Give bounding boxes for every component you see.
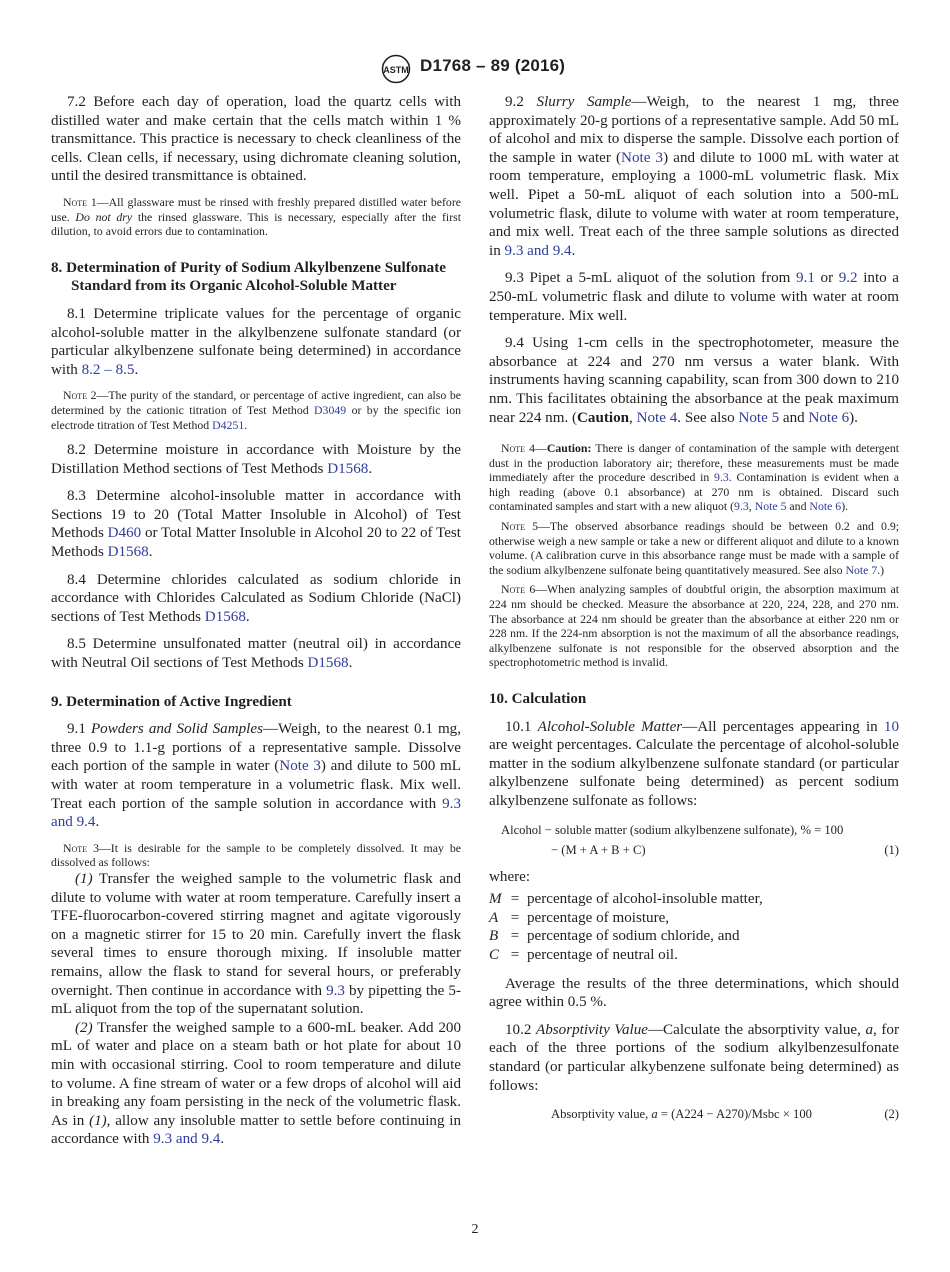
equals-sign: = <box>510 946 520 963</box>
para-10-1: 10.1 Alcohol-Soluble Matter—All percentages appearing in 10 are weight percentages. Calculate the percentage of alcohol-soluble matter in the sodium alkylbenzene sulfonate standard (or particular alkylbenzene sulfonate being determined) as percent sodium alkylbenzene sulfonate as follows: <box>489 718 900 809</box>
equation-2-number: (2) <box>884 1107 899 1122</box>
link-d1568[interactable]: D1568 <box>327 460 369 477</box>
note-3: Note 3—It is desirable for the sample to be completely dissolved. It may be dissolved as follows: <box>51 840 461 870</box>
link-9-3-9-4[interactable]: 9.3 and 9.4 <box>51 795 461 831</box>
equation-2-body: = (A224 − A270)/Msbc × 100 <box>657 1107 812 1122</box>
link-section-10[interactable]: 10 <box>883 718 900 735</box>
link-9-3[interactable]: 9.3 <box>734 499 749 514</box>
note-1: Note 1—All glassware must be rinsed with freshly prepared distilled water before use. Do not dry the rinsed glassware. This is necessary, especially after the first dilution, to avoid errors due to contamination. <box>51 194 462 239</box>
link-9-3-9-4[interactable]: 9.3 and 9.4 <box>504 242 572 259</box>
section-8-heading: 8. Determination of Purity of Sodium Alkylbenzene Sulfonate Standard from its Organic Alcohol-Soluble Matter <box>51 259 446 295</box>
link-8-2-8-5[interactable]: 8.2 – 8.5 <box>81 361 135 378</box>
link-d3049[interactable]: D3049 <box>314 402 347 417</box>
equation-1-number: (1) <box>884 842 899 857</box>
para-7-2: 7.2 Before each day of operation, load the quartz cells with distilled water and make certain that the cells match within 1 % transmittance. This practice is necessary to check cleanliness of the cells. Clean cells, if necessary, using dichromate cleaning solution, until the desired transmittance is obtained. <box>51 94 461 185</box>
standard-designation: D1768 – 89 (2016) <box>420 56 566 75</box>
definition-symbol: M <box>489 891 502 908</box>
right-column <box>489 93 899 1128</box>
definition-row <box>489 946 899 965</box>
variable-definitions <box>489 890 899 964</box>
definition-symbol: B <box>489 928 499 945</box>
link-9-1[interactable]: 9.1 <box>796 270 815 287</box>
para-9-4: 9.4 Using 1-cm cells in the spectrophotometer, measure the absorbance at 224 and 270 nm versus a water blank. With instruments having scanning capability, scan from 300 down to 210 nm. This facilitates obtaining the absorbance at the peak maximum near 224 nm. (Caution, Note 4. See also Note 5 and Note 6). <box>489 335 899 426</box>
page-header <box>0 54 950 84</box>
para-average: Average the results of the three determinations, which should agree within 0.5 %. <box>489 975 899 1011</box>
equation-1 <box>489 820 899 860</box>
link-d1568[interactable]: D1568 <box>204 608 246 625</box>
definition-row <box>489 927 899 946</box>
definition-row <box>489 909 899 928</box>
note-6: Note 6—When analyzing samples of doubtful origin, the absorption maximum at 224 nm should be checked. Measure the absorbance at 220, 224, 228, and 270 nm. The absorbance at 224 nm should be greater than the absorbance at either 220 nm or 228 nm. If the 224-nm absorption is not the maximum of all the absorbance readings, alkylbenzene sulfonate is not responsible for the observed absorption and the spectrophotometric method is invalid. <box>489 582 900 670</box>
link-9-3-9-4[interactable]: 9.3 and 9.4 <box>153 1131 221 1148</box>
para-8-1: 8.1 Determine triplicate values for the percentage of organic alcohol-soluble matter in the alkylbenzene sulfonate standard (or particular alkylbenzene sulfonate being determined) in accordance with 8.2 – 8.5. <box>51 305 461 378</box>
definition-symbol: A <box>489 909 499 926</box>
para-8-2: 8.2 Determine moisture in accordance with Moisture by the Distillation Method sections of Test Methods D1568. <box>51 442 461 477</box>
link-9-3[interactable]: 9.3 <box>714 470 729 485</box>
definition-text: percentage of alcohol-insoluble matter, <box>527 891 763 908</box>
equals-sign: = <box>510 891 520 908</box>
para-9-1: 9.1 Powders and Solid Samples—Weigh, to the nearest 0.1 mg, three 0.9 to 1.1-g portions of a representative sample. Dissolve each portion of the sample in water (Note 3) and dilute to 500 mL with water at room temperature in a volumetric flask. Mix well. Treat each portion of the sample solution in accordance with 9.3 and 9.4. <box>51 721 462 831</box>
para-9-3: 9.3 Pipet a 5-mL aliquot of the solution from 9.1 or 9.2 into a 250-mL volumetric flask and dilute to volume with water at room temperature. Mix well. <box>489 270 900 324</box>
link-note-3[interactable]: Note 3 <box>279 758 321 775</box>
link-d460[interactable]: D460 <box>107 525 142 542</box>
page-number: 2 <box>471 1222 479 1237</box>
link-d4251[interactable]: D4251 <box>212 417 245 432</box>
note-3-item-1: (1) Transfer the weighed sample to the volumetric flask and dilute to volume with water at room temperature. Carefully insert a TFE-fluorocarbon-covered stirring magnet and agitate vigorously on a magnetic stirrer for 15 to 20 min. Carefully invert the flask several times to ensure thorough mixing. If insoluble matter remains, allow the flask to stand for several hours, or preferably overnight. Then continue in accordance with 9.3 by pipetting the 5-mL aliquot from the top of the supernatant solution. <box>51 870 461 1018</box>
equation-2-var: a <box>651 1107 658 1122</box>
equation-2 <box>489 1104 899 1124</box>
section-10-heading: 10. Calculation <box>489 691 587 707</box>
link-note-3[interactable]: Note 3 <box>621 149 664 166</box>
para-8-4: 8.4 Determine chlorides calculated as sodium chloride in accordance with Chlorides Calculated as Sodium Chloride (NaCl) sections of Test Methods D1568. <box>51 571 461 625</box>
para-9-2: 9.2 Slurry Sample—Weigh, to the nearest 1 mg, three approximately 20-g portions of a representative sample. Add 50 mL of alcohol and mix to disperse the sample. Dissolve each portion of the sample in water (Note 3) and dilute to 1000 mL with water at room temperature, employing a 1000-mL volumetric flask. Mix well. Pipet a 50-mL aliquot of each solution into a 500-mL volumetric flask, dilute to volume with water at room temperature, and mix well. Treat each of the three sample solutions as directed in 9.3 and 9.4. <box>489 94 899 259</box>
link-note-7[interactable]: Note 7 <box>845 562 878 577</box>
note-2: Note 2—The purity of the standard, or percentage of active ingredient, can also be determined by the cationic titration of Test Method D3049 or by the specific ion electrode titration of Test Method D4251. <box>51 388 462 432</box>
para-10-2: 10.2 Absorptivity Value—Calculate the absorptivity value, a, for each of the three portions of the sodium alkylbenzesulfonate standard (or particular alkybenzene sulfonate being determined) as follows: <box>489 1021 900 1094</box>
equation-1-line-1: Alcohol − soluble matter (sodium alkylbenzene sulfonate), % = 100 <box>501 822 844 837</box>
definition-text: percentage of moisture, <box>527 909 670 926</box>
link-9-3[interactable]: 9.3 <box>326 982 345 999</box>
equation-1-line-2: − (M + A + B + C) <box>551 842 646 857</box>
link-d1568[interactable]: D1568 <box>307 655 349 672</box>
equation-2-label: Absorptivity value, <box>551 1107 652 1122</box>
where-label: where: <box>489 868 531 885</box>
link-d1568[interactable]: D1568 <box>107 544 149 561</box>
note-4: Note 4—Caution: There is danger of contamination of the sample with detergent dust in the production laboratory air; therefore, these measurements must be made immediately after the procedure described in 9.3. Contamination is evident when a high reading (above 0.1 absorbance) at 270 nm is obtained. Discard such contaminated samples and start with a new aliquot (9.3, Note 5 and Note 6). <box>489 441 900 514</box>
definition-text: percentage of sodium chloride, and <box>527 928 740 945</box>
para-8-3: 8.3 Determine alcohol-insoluble matter in accordance with Sections 19 to 20 (Total Matter Insoluble in Alcohol) of Test Methods D460 or Total Matter Insoluble in Alcohol 20 to 22 of Test Methods D1568. <box>51 488 461 561</box>
note-5: Note 5—The observed absorbance readings should be between 0.2 and 0.9; otherwise weigh a new sample or take a new or different aliquot and dilute to a known volume. (A calibration curve in this absorbance range must be made with a sample of the sodium alkylbenzene sulfonate being quantitatively measured. See also Note 7.) <box>489 519 899 577</box>
astm-logo-icon <box>381 54 411 84</box>
link-note-5[interactable]: Note 5 <box>738 409 780 426</box>
definition-row <box>489 890 899 909</box>
link-note-4[interactable]: Note 4 <box>636 409 678 426</box>
svg-text:ASTM: ASTM <box>383 65 409 75</box>
section-9-heading: 9. Determination of Active Ingredient <box>51 693 292 710</box>
equals-sign: = <box>510 909 520 926</box>
definition-text: percentage of neutral oil. <box>527 946 678 963</box>
equals-sign: = <box>510 928 520 945</box>
link-note-6[interactable]: Note 6 <box>808 409 850 426</box>
para-8-5: 8.5 Determine unsulfonated matter (neutral oil) in accordance with Neutral Oil sections of Test Methods D1568. <box>51 636 461 672</box>
left-column <box>51 93 461 1158</box>
link-9-2[interactable]: 9.2 <box>838 270 858 287</box>
note-3-item-2: (2) Transfer the weighed sample to a 600-mL beaker. Add 200 mL of water and place on a steam bath or hot plate for about 10 min with occasional stirring. Cool to room temperature and dilute to volume. A fine stream of water or a few drops of alcohol will aid in breaking any foam persisting in the neck of the volumetric flask. As in (1), allow any insoluble matter to settle before continuing in accordance with 9.3 and 9.4. <box>51 1019 462 1148</box>
link-note-6[interactable]: Note 6 <box>809 499 842 514</box>
link-note-5[interactable]: Note 5 <box>754 499 787 514</box>
definition-symbol: C <box>489 946 500 963</box>
